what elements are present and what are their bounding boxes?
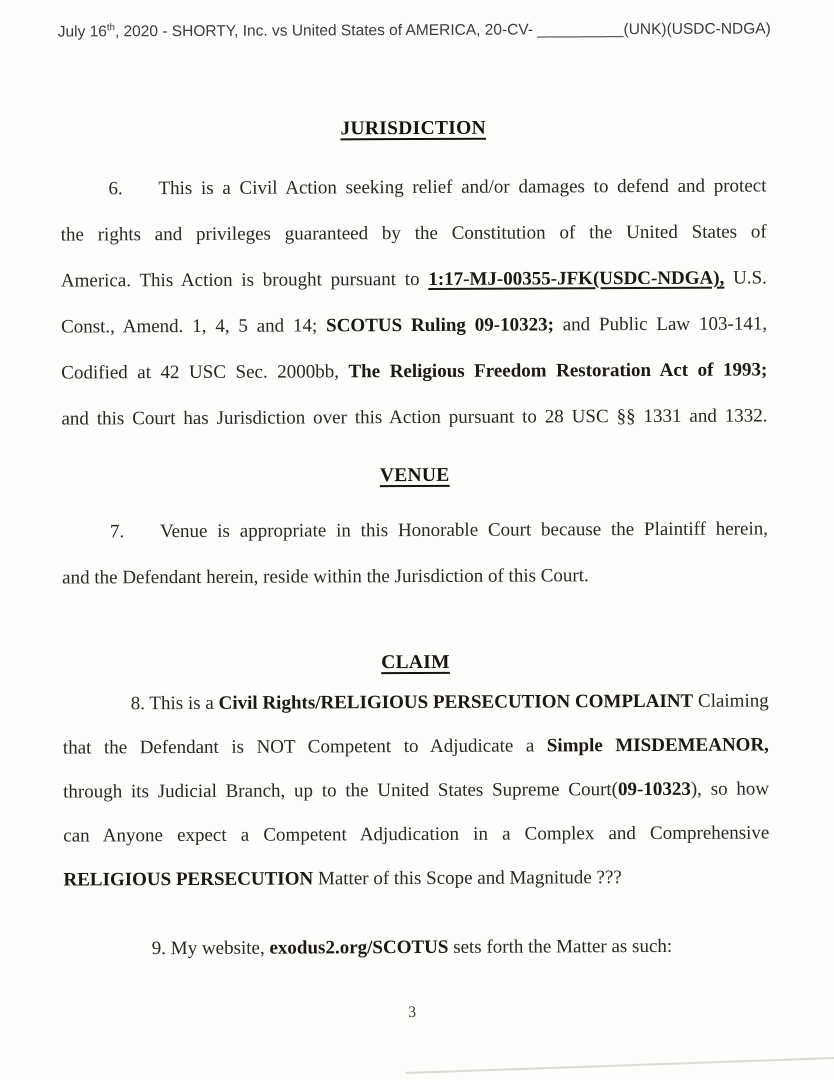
text-line xyxy=(62,506,768,555)
text-segment: RELIGIOUS PERSECUTION xyxy=(63,868,314,891)
text-segment: This is a Civil Action seeking relief and/or damages to defend and protect xyxy=(158,175,767,200)
text-segment: sets forth the Matter as such: xyxy=(448,935,673,958)
page-number: 3 xyxy=(408,1004,417,1022)
paragraph-8 xyxy=(63,679,770,902)
paragraph-7 xyxy=(62,506,768,601)
text-line xyxy=(63,723,769,770)
text-line xyxy=(63,855,769,902)
text-segment: and Public Law 103-141, xyxy=(553,313,768,336)
jurisdiction-heading: JURISDICTION xyxy=(340,117,487,140)
text-segment: 09-10323 xyxy=(617,778,691,801)
text-segment: Codified at 42 USC Sec. 2000bb, xyxy=(61,361,349,384)
venue-heading: VENUE xyxy=(379,464,450,487)
text-segment: Claiming xyxy=(693,690,769,712)
text-segment: through its Judicial Branch, up to the United States Supreme Court( xyxy=(63,779,619,803)
text-segment: th xyxy=(106,22,115,34)
paragraph-9 xyxy=(64,923,770,972)
paragraph-6 xyxy=(60,163,767,442)
text-segment: the rights and privileges guaranteed by the Constitution of the United States of xyxy=(60,221,767,246)
claim-heading: CLAIM xyxy=(381,651,450,674)
text-line xyxy=(61,255,767,304)
text-segment: ), so how xyxy=(690,778,770,800)
text-segment: July 16 xyxy=(57,23,107,41)
text-line xyxy=(63,811,769,858)
text-segment: and the Defendant herein, reside within the Jurisdiction of this Court. xyxy=(62,565,589,589)
text-line xyxy=(64,923,770,972)
text-segment: Simple MISDEMEANOR, xyxy=(546,734,769,757)
text-line xyxy=(63,679,769,726)
text-segment: Const., Amend. 1, 4, 5 and 14; xyxy=(61,315,327,338)
text-segment: 8. This is a xyxy=(130,692,219,715)
text-segment: , 2020 - SHORTY, Inc. vs United States of AMERICA, 20-CV- __________(UNK)(USDC-NDGA) xyxy=(114,20,771,41)
text-line xyxy=(61,209,767,258)
text-segment: Matter of this Scope and Magnitude ??? xyxy=(313,867,622,890)
text-segment: and this Court has Jurisdiction over this Action pursuant to 28 USC §§ 1331 and 1332. xyxy=(61,405,768,430)
text-segment: America. This Action is brought pursuant to xyxy=(60,268,429,292)
paragraph-number: 7. xyxy=(109,521,125,543)
text-segment: can Anyone expect a Competent Adjudication in a Complex and Comprehensive xyxy=(63,822,770,847)
paragraph-number: 6. xyxy=(108,178,123,200)
text-line xyxy=(63,767,769,814)
text-segment: SCOTUS Ruling 09-10323; xyxy=(326,314,554,337)
text-line xyxy=(61,301,767,350)
text-line xyxy=(61,347,767,396)
text-line xyxy=(62,552,768,601)
text-segment: exodus2.org/SCOTUS xyxy=(269,936,449,959)
case-caption-header xyxy=(58,18,792,43)
text-segment: 9. My website, xyxy=(151,937,270,960)
text-segment: The Religious Freedom Restoration Act of 1993; xyxy=(348,359,768,383)
text-line xyxy=(61,393,767,442)
text-line xyxy=(60,163,766,212)
text-segment: Venue is appropriate in this Honorable Court because the Plaintiff herein, xyxy=(159,518,769,543)
text-line xyxy=(58,18,792,43)
text-segment: Civil Rights/RELIGIOUS PERSECUTION COMPLAINT xyxy=(218,690,694,714)
text-segment: U.S. xyxy=(724,267,767,289)
text-segment: 1:17-MJ-00355-JFK(USDC-NDGA), xyxy=(428,267,725,290)
text-segment: that the Defendant is NOT Competent to Adjudicate a xyxy=(62,735,547,759)
